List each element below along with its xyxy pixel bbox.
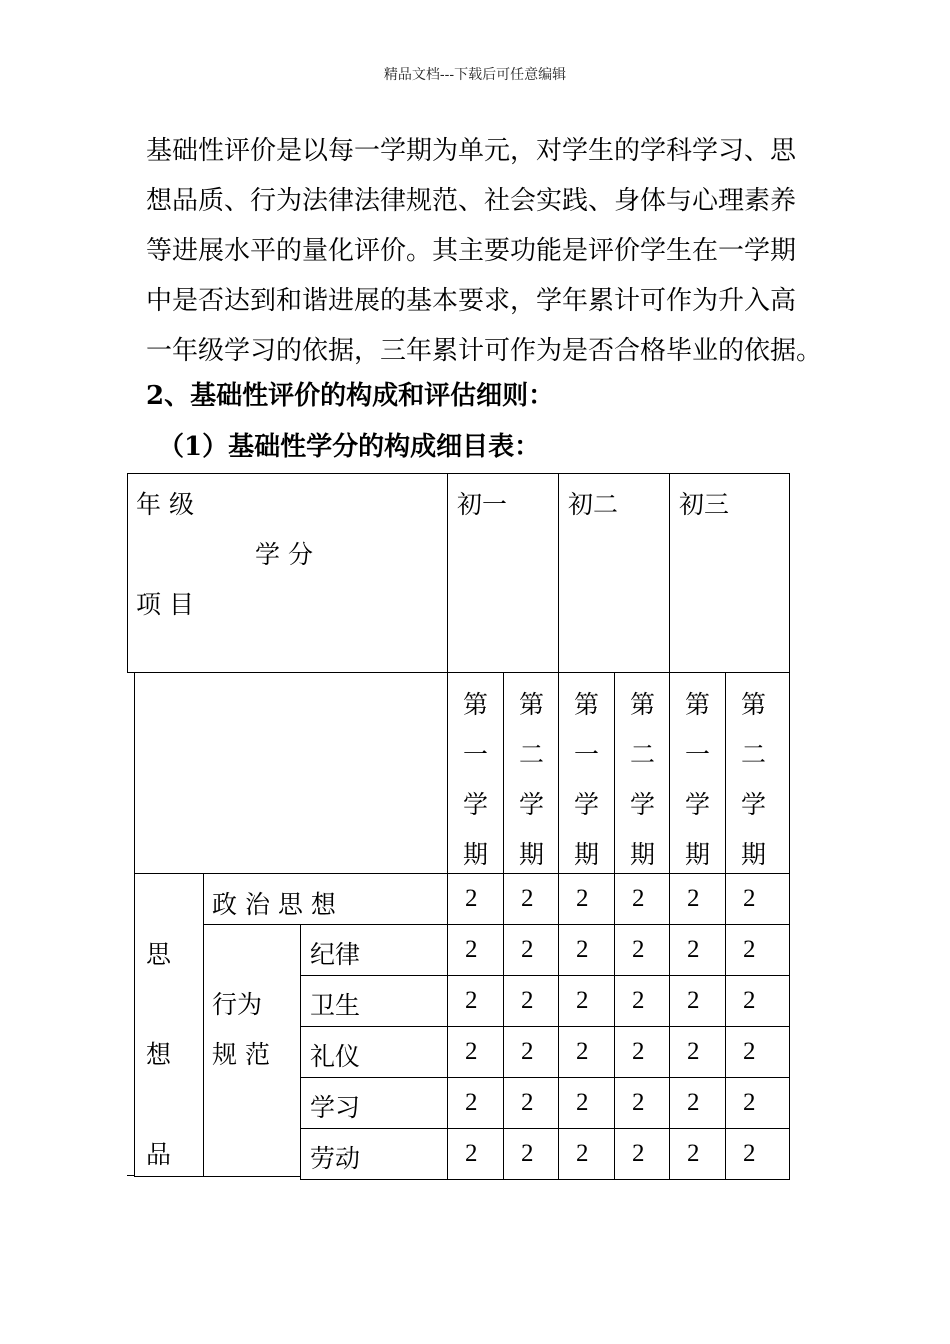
grade-label: 初二 (568, 490, 619, 519)
credit-value: 2 (521, 936, 534, 963)
credit-value: 2 (687, 1089, 700, 1116)
credit-value: 2 (521, 987, 534, 1014)
category-char: 品 (146, 1140, 172, 1169)
value-cell (725, 924, 790, 976)
semester-char: 期 (463, 840, 489, 869)
semester-char: 二 (519, 740, 545, 769)
credit-value: 2 (743, 1089, 756, 1116)
credit-value: 2 (521, 1038, 534, 1065)
semester-char: 学 (463, 790, 489, 819)
paragraph-line: 中是否达到和谐进展的基本要求，学年累计可作为升入高 (146, 286, 797, 316)
credit-value: 2 (465, 885, 478, 912)
credit-value: 2 (632, 1089, 645, 1116)
value-cell (725, 1128, 790, 1180)
intro-paragraph (146, 126, 826, 376)
semester-char: 期 (741, 840, 767, 869)
politics-label: 政 治 思 想 (212, 890, 336, 919)
credit-value: 2 (687, 987, 700, 1014)
credit-value: 2 (743, 885, 756, 912)
semester-char: 期 (519, 840, 545, 869)
semester-char: 第 (463, 690, 489, 719)
credit-value: 2 (576, 1038, 589, 1065)
semester-char: 第 (685, 690, 711, 719)
credit-value: 2 (465, 1140, 478, 1167)
semester-char: 一 (574, 740, 600, 769)
grade-label: 初三 (679, 490, 730, 519)
semester-char: 学 (685, 790, 711, 819)
table-edge-mark (127, 1175, 135, 1176)
semester-char: 二 (741, 740, 767, 769)
paragraph-line: 等进展水平的量化评价。其主要功能是评价学生在一学期 (146, 236, 797, 266)
credit-value: 2 (465, 936, 478, 963)
behavior-label: 行为 (212, 990, 263, 1019)
credit-value: 2 (632, 1038, 645, 1065)
credit-value: 2 (687, 1140, 700, 1167)
category-cell (134, 873, 204, 1177)
credit-value: 2 (632, 1140, 645, 1167)
behavior-label: 规 范 (212, 1040, 270, 1069)
credit-value: 2 (743, 987, 756, 1014)
credit-value: 2 (632, 936, 645, 963)
subsection-heading: （1）基础性学分的构成细目表： (158, 432, 541, 462)
credit-value: 2 (743, 1038, 756, 1065)
credit-value: 2 (576, 885, 589, 912)
behavior-item-label: 卫生 (310, 991, 361, 1020)
credit-value: 2 (687, 936, 700, 963)
credit-value: 2 (465, 1038, 478, 1065)
semester-char: 第 (519, 690, 545, 719)
credit-value: 2 (521, 1140, 534, 1167)
semester-char: 第 (630, 690, 656, 719)
semester-char: 一 (463, 740, 489, 769)
blank-header-cell (134, 672, 448, 874)
category-char: 想 (146, 1040, 172, 1069)
corner-item-label: 项 目 (136, 590, 194, 619)
credit-value: 2 (521, 885, 534, 912)
category-char: 思 (146, 940, 172, 969)
semester-char: 期 (574, 840, 600, 869)
credit-value: 2 (521, 1089, 534, 1116)
credit-value: 2 (576, 936, 589, 963)
corner-grade-label: 年 级 (136, 490, 194, 519)
value-cell (725, 873, 790, 925)
credit-value: 2 (576, 1140, 589, 1167)
paragraph-line: 一年级学习的依据，三年累计可作为是否合格毕业的依据。 (146, 336, 823, 366)
behavior-item-label: 礼仪 (310, 1042, 361, 1071)
behavior-item-label: 学习 (310, 1093, 361, 1122)
credit-value: 2 (743, 1140, 756, 1167)
semester-char: 二 (630, 740, 656, 769)
semester-char: 期 (630, 840, 656, 869)
page-header: 精品文档---下载后可任意编辑 (383, 67, 567, 83)
semester-char: 学 (574, 790, 600, 819)
credit-value: 2 (743, 936, 756, 963)
paragraph-line: 想品质、行为法律法律规范、社会实践、身体与心理素养 (146, 186, 797, 216)
grade-label: 初一 (457, 490, 508, 519)
semester-char: 一 (685, 740, 711, 769)
credit-value: 2 (687, 885, 700, 912)
credit-value: 2 (632, 885, 645, 912)
credit-value: 2 (465, 987, 478, 1014)
semester-char: 学 (519, 790, 545, 819)
credit-value: 2 (576, 1089, 589, 1116)
value-cell (725, 1026, 790, 1078)
semester-char: 学 (630, 790, 656, 819)
semester-char: 第 (574, 690, 600, 719)
section-heading: 2、基础性评价的构成和评估细则： (146, 381, 555, 411)
credit-value: 2 (687, 1038, 700, 1065)
corner-credit-label: 学 分 (255, 540, 313, 569)
credit-value: 2 (632, 987, 645, 1014)
credit-value: 2 (576, 987, 589, 1014)
value-cell (725, 975, 790, 1027)
value-cell (725, 1077, 790, 1129)
semester-char: 期 (685, 840, 711, 869)
credit-value: 2 (465, 1089, 478, 1116)
semester-char: 学 (741, 790, 767, 819)
behavior-item-label: 纪律 (310, 940, 361, 969)
paragraph-line: 基础性评价是以每一学期为单元，对学生的学科学习、思 (146, 136, 797, 166)
behavior-item-label: 劳动 (310, 1144, 361, 1173)
semester-char: 第 (741, 690, 767, 719)
